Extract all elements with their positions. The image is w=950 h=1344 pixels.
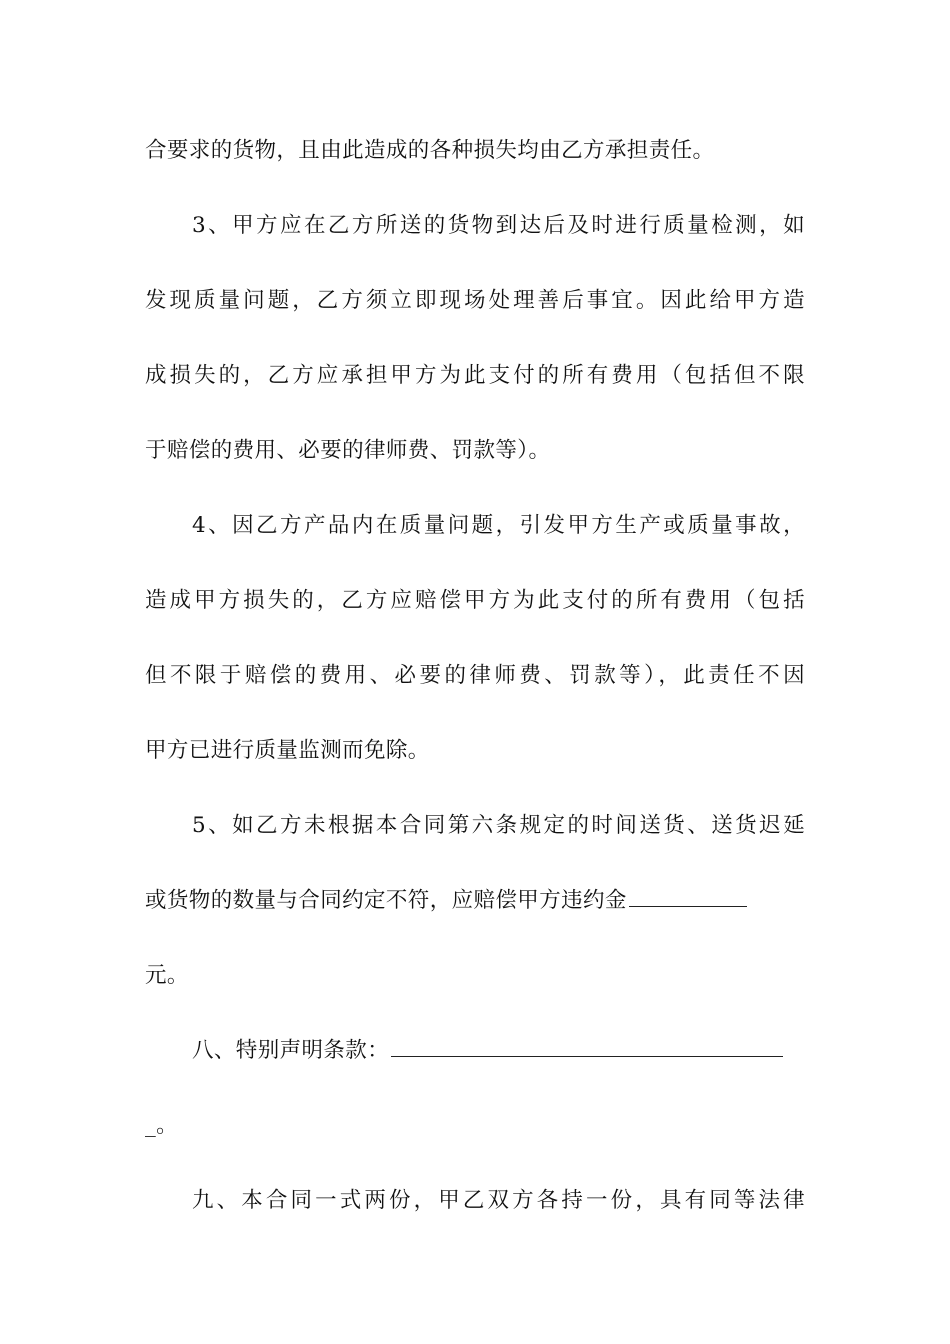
section-8-heading: 八、特别声明条款： [192,1038,390,1063]
section-9-line-1: 九、本合同一式两份，甲乙双方各持一份，具有同等法律 [192,1188,805,1213]
clause-3-line-3: 成损失的，乙方应承担甲方为此支付的所有费用（包括但不限 [145,363,805,388]
clause-5-line-2-text: 或货物的数量与合同约定不符，应赔偿甲方违约金 [145,888,627,913]
clause-3-line-1: 3、甲方应在乙方所送的货物到达后及时进行质量检测，如 [192,213,805,238]
clause-4-line-1: 4、因乙方产品内在质量问题，引发甲方生产或质量事故， [192,513,805,538]
clause-3-line-2: 发现质量问题，乙方须立即现场处理善后事宜。因此给甲方造 [145,288,805,313]
section-8-line-2: _。 [145,1113,179,1138]
penalty-amount-blank [629,905,747,907]
clause-5-line-2 [145,881,805,921]
clause-4-line-4: 甲方已进行质量监测而免除。 [145,738,430,763]
clause-3-line-4: 于赔偿的费用、必要的律师费、罚款等）。 [145,438,551,463]
paragraph-continuation-line: 合要求的货物，且由此造成的各种损失均由乙方承担责任。 [145,138,715,163]
clause-4-line-3: 但不限于赔偿的费用、必要的律师费、罚款等），此责任不因 [145,663,805,688]
clause-5-line-1: 5、如乙方未根据本合同第六条规定的时间送货、送货迟延 [192,813,805,838]
special-declaration-blank [391,1055,783,1057]
section-8-heading-line [145,1031,805,1071]
clause-5-line-3: 元。 [145,963,189,988]
clause-4-line-2: 造成甲方损失的，乙方应赔偿甲方为此支付的所有费用（包括 [145,588,805,613]
